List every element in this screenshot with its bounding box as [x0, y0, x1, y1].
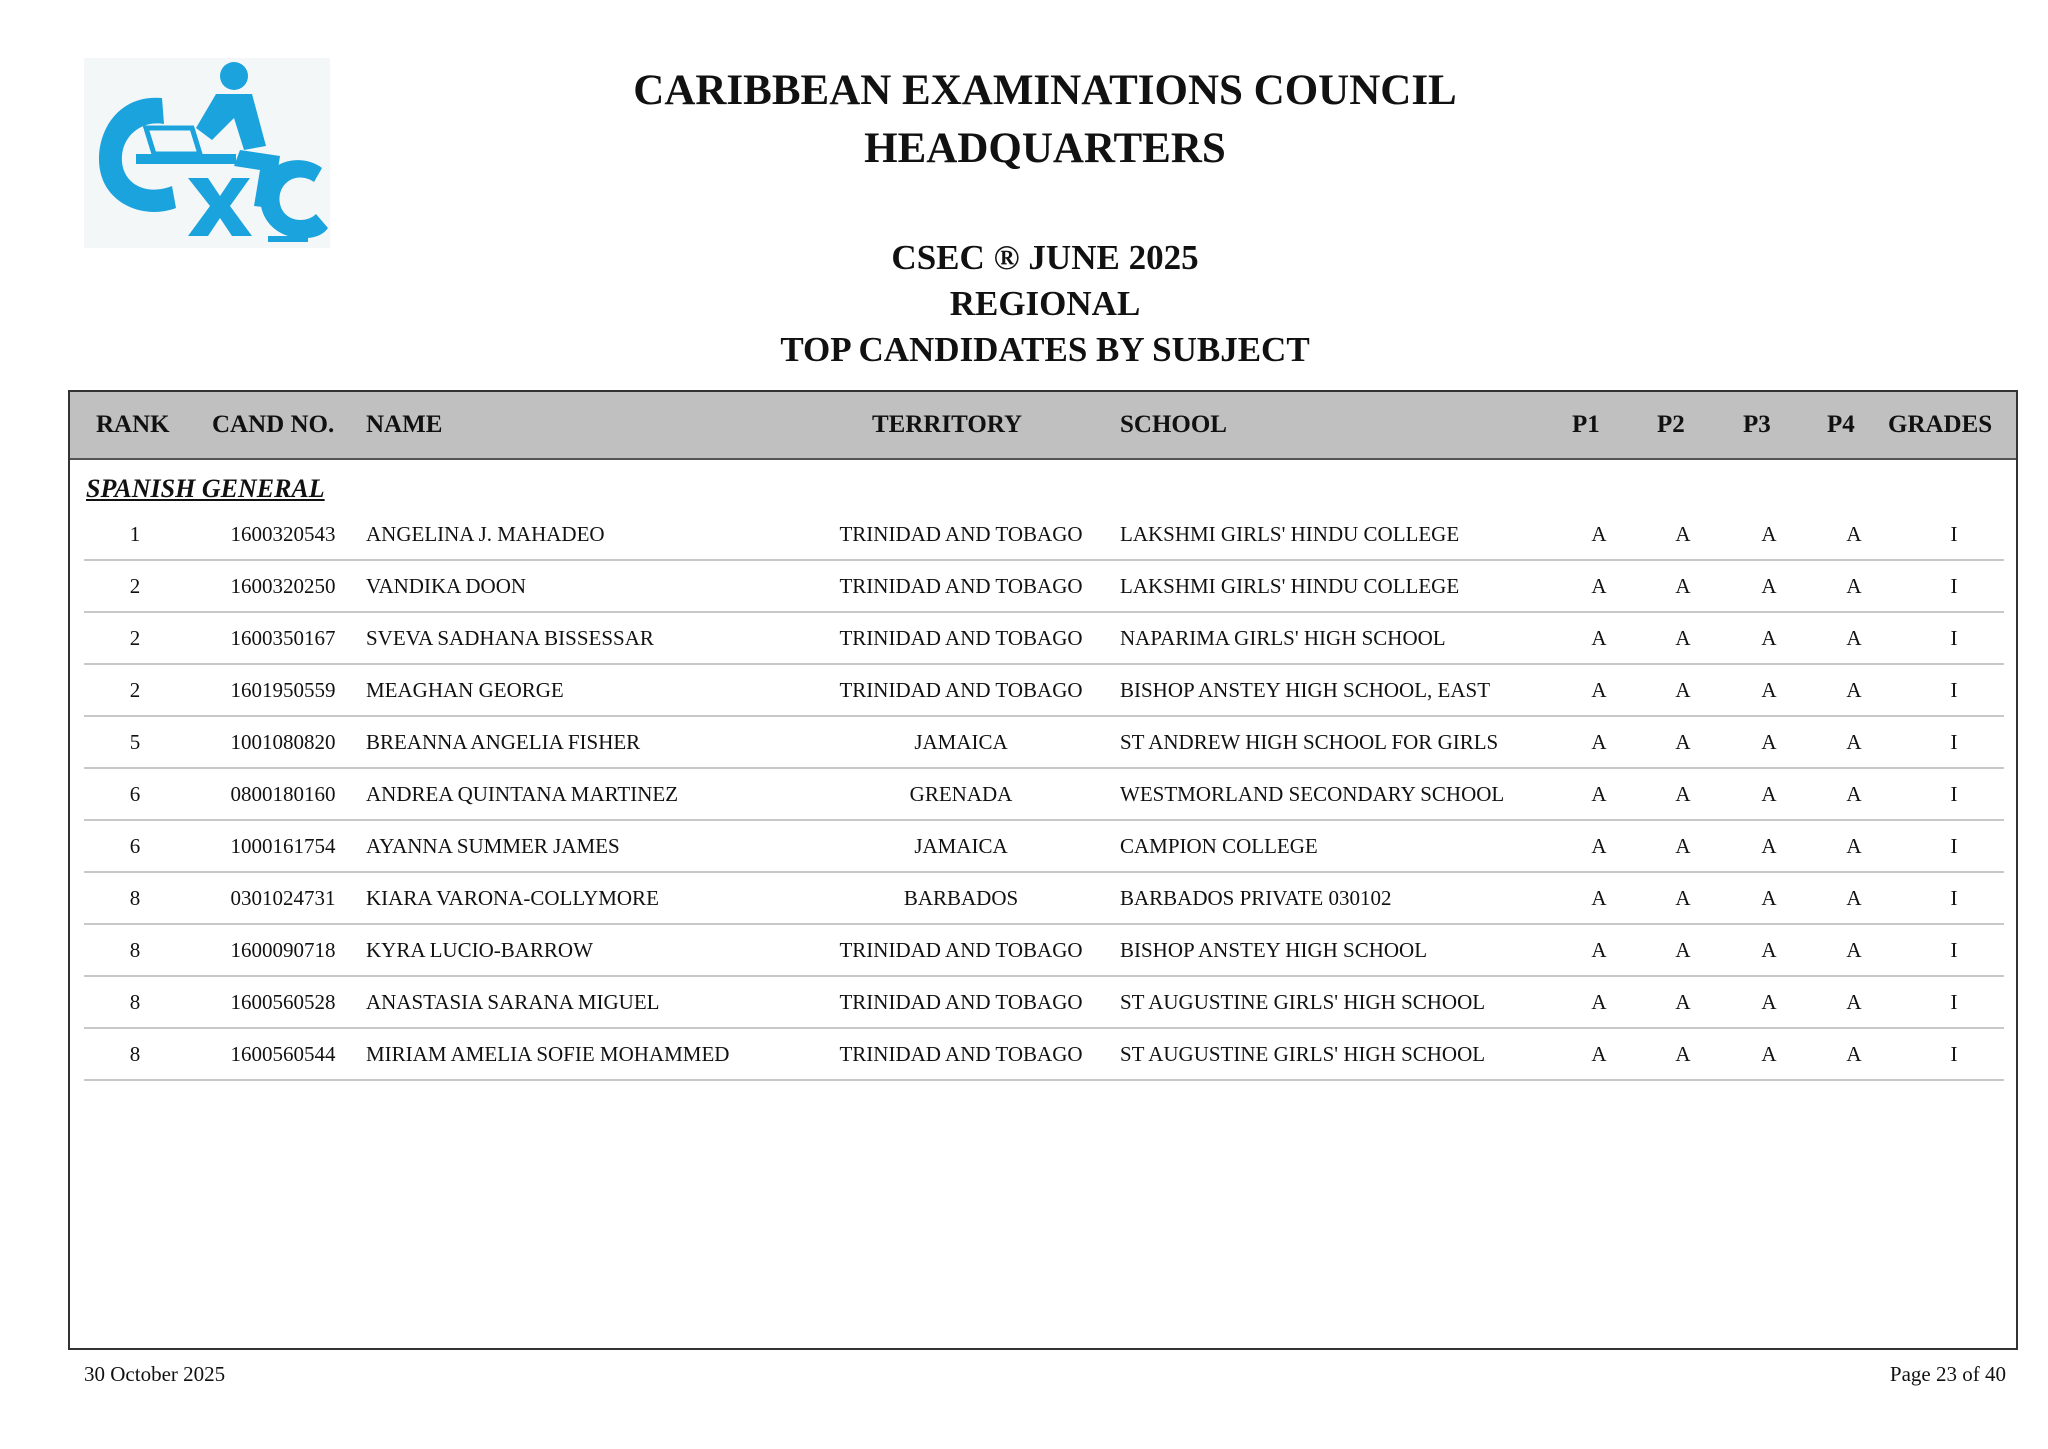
cell-school: WESTMORLAND SECONDARY SCHOOL: [1120, 782, 1505, 806]
cell-p4: A: [1846, 522, 1862, 546]
cell-grade: I: [1950, 730, 1958, 754]
cell-name: SVEVA SADHANA BISSESSAR: [366, 626, 654, 650]
cell-p1: A: [1591, 1042, 1607, 1066]
cell-p2: A: [1675, 626, 1691, 650]
table-row: [84, 717, 2004, 769]
col-p2: P2: [1657, 411, 1685, 438]
subject-heading: SPANISH GENERAL: [86, 474, 325, 503]
col-rank: RANK: [96, 411, 170, 438]
cell-p4: A: [1846, 730, 1862, 754]
table-row: [84, 821, 2004, 873]
cell-grade: I: [1950, 522, 1958, 546]
cell-rank: 2: [129, 678, 141, 702]
cell-cand-no: 1600320543: [230, 522, 336, 546]
cell-p4: A: [1846, 678, 1862, 702]
cell-p3: A: [1761, 574, 1777, 598]
col-cand-no: CAND NO.: [212, 411, 335, 438]
cell-p3: A: [1761, 990, 1777, 1014]
cell-p3: A: [1761, 886, 1777, 910]
table-row: [84, 665, 2004, 717]
cell-territory: TRINIDAD AND TOBAGO: [839, 990, 1083, 1014]
table-row: [84, 977, 2004, 1029]
footer-date: 30 October 2025: [84, 1362, 226, 1386]
cell-rank: 8: [129, 886, 141, 910]
org-name: CARIBBEAN EXAMINATIONS COUNCIL: [633, 67, 1457, 114]
cell-p1: A: [1591, 730, 1607, 754]
cell-grade: I: [1950, 938, 1958, 962]
cell-cand-no: 1600350167: [230, 626, 336, 650]
cell-territory: TRINIDAD AND TOBAGO: [839, 1042, 1083, 1066]
cell-name: KYRA LUCIO-BARROW: [366, 938, 593, 962]
cell-p4: A: [1846, 1042, 1862, 1066]
cell-cand-no: 1600560528: [230, 990, 336, 1014]
cell-name: ANGELINA J. MAHADEO: [366, 522, 605, 546]
cell-rank: 1: [129, 522, 141, 546]
cell-territory: TRINIDAD AND TOBAGO: [839, 522, 1083, 546]
cell-name: KIARA VARONA-COLLYMORE: [366, 886, 659, 910]
cell-p4: A: [1846, 834, 1862, 858]
cell-p2: A: [1675, 938, 1691, 962]
cell-rank: 5: [129, 730, 141, 754]
cell-cand-no: 0800180160: [230, 782, 336, 806]
cell-p1: A: [1591, 522, 1607, 546]
cell-p2: A: [1675, 886, 1691, 910]
cell-p1: A: [1591, 938, 1607, 962]
cell-p4: A: [1846, 990, 1862, 1014]
cell-school: LAKSHMI GIRLS' HINDU COLLEGE: [1120, 574, 1460, 598]
cell-grade: I: [1950, 990, 1958, 1014]
col-name: NAME: [366, 411, 443, 438]
cell-cand-no: 0301024731: [230, 886, 336, 910]
cell-school: ST AUGUSTINE GIRLS' HIGH SCHOOL: [1120, 990, 1486, 1014]
cell-territory: GRENADA: [909, 782, 1013, 806]
table-header: [70, 392, 2016, 460]
cell-p2: A: [1675, 730, 1691, 754]
footer-page-number: Page 23 of 40: [1889, 1362, 2006, 1386]
cell-p1: A: [1591, 574, 1607, 598]
cell-grade: I: [1950, 574, 1958, 598]
cell-p2: A: [1675, 834, 1691, 858]
cell-name: BREANNA ANGELIA FISHER: [366, 730, 641, 754]
cell-p1: A: [1591, 678, 1607, 702]
cell-p3: A: [1761, 782, 1777, 806]
table-row: [84, 873, 2004, 925]
cell-rank: 6: [129, 782, 141, 806]
cell-territory: TRINIDAD AND TOBAGO: [839, 678, 1083, 702]
col-p4: P4: [1827, 411, 1855, 438]
cell-grade: I: [1950, 834, 1958, 858]
cell-school: NAPARIMA GIRLS' HIGH SCHOOL: [1120, 626, 1446, 650]
cell-name: MEAGHAN GEORGE: [366, 678, 564, 702]
cell-rank: 6: [129, 834, 141, 858]
cell-territory: JAMAICA: [914, 834, 1008, 858]
cell-p1: A: [1591, 626, 1607, 650]
cell-name: VANDIKA DOON: [366, 574, 527, 598]
cell-grade: I: [1950, 782, 1958, 806]
cell-school: ST AUGUSTINE GIRLS' HIGH SCHOOL: [1120, 1042, 1486, 1066]
cell-school: BISHOP ANSTEY HIGH SCHOOL, EAST: [1120, 678, 1491, 702]
cell-p2: A: [1675, 782, 1691, 806]
cell-territory: TRINIDAD AND TOBAGO: [839, 574, 1083, 598]
table-body: [84, 509, 2004, 1081]
cell-p3: A: [1761, 626, 1777, 650]
cell-p3: A: [1761, 1042, 1777, 1066]
cell-rank: 8: [129, 1042, 141, 1066]
cell-p1: A: [1591, 886, 1607, 910]
cell-p3: A: [1761, 730, 1777, 754]
cell-p2: A: [1675, 574, 1691, 598]
col-grades: GRADES: [1888, 411, 1993, 438]
cell-territory: BARBADOS: [903, 886, 1019, 910]
results-table: [68, 390, 2018, 1350]
col-p1: P1: [1572, 411, 1600, 438]
cell-p2: A: [1675, 678, 1691, 702]
cell-p4: A: [1846, 938, 1862, 962]
cell-p2: A: [1675, 1042, 1691, 1066]
cell-p1: A: [1591, 834, 1607, 858]
cell-school: CAMPION COLLEGE: [1120, 834, 1318, 858]
cell-p4: A: [1846, 574, 1862, 598]
cell-rank: 8: [129, 938, 141, 962]
cell-territory: JAMAICA: [914, 730, 1008, 754]
table-row: [84, 561, 2004, 613]
cell-cand-no: 1600320250: [230, 574, 336, 598]
cell-p2: A: [1675, 522, 1691, 546]
cell-p3: A: [1761, 678, 1777, 702]
table-row: [84, 613, 2004, 665]
report-title: TOP CANDIDATES BY SUBJECT: [780, 330, 1310, 369]
cell-p4: A: [1846, 626, 1862, 650]
col-school: SCHOOL: [1120, 411, 1227, 438]
cell-grade: I: [1950, 626, 1958, 650]
table-row: [84, 1029, 2004, 1081]
cell-rank: 2: [129, 574, 141, 598]
cell-name: ANDREA QUINTANA MARTINEZ: [366, 782, 679, 806]
cell-p3: A: [1761, 522, 1777, 546]
cell-p4: A: [1846, 782, 1862, 806]
org-headquarters: HEADQUARTERS: [864, 125, 1226, 172]
cell-grade: I: [1950, 886, 1958, 910]
cell-name: AYANNA SUMMER JAMES: [366, 834, 620, 858]
cell-school: BARBADOS PRIVATE 030102: [1120, 886, 1392, 910]
cell-cand-no: 1001080820: [230, 730, 336, 754]
cell-grade: I: [1950, 678, 1958, 702]
cell-cand-no: 1600090718: [230, 938, 336, 962]
cell-p2: A: [1675, 990, 1691, 1014]
table-row: [84, 769, 2004, 821]
scope-title: REGIONAL: [949, 284, 1141, 323]
cell-name: ANASTASIA SARANA MIGUEL: [366, 990, 660, 1014]
cell-cand-no: 1601950559: [230, 678, 336, 702]
cell-territory: TRINIDAD AND TOBAGO: [839, 938, 1083, 962]
cell-school: BISHOP ANSTEY HIGH SCHOOL: [1120, 938, 1428, 962]
col-p3: P3: [1743, 411, 1771, 438]
cell-school: LAKSHMI GIRLS' HINDU COLLEGE: [1120, 522, 1460, 546]
cell-school: ST ANDREW HIGH SCHOOL FOR GIRLS: [1120, 730, 1499, 754]
cell-p3: A: [1761, 834, 1777, 858]
cell-grade: I: [1950, 1042, 1958, 1066]
cell-p3: A: [1761, 938, 1777, 962]
cell-rank: 2: [129, 626, 141, 650]
cell-cand-no: 1000161754: [230, 834, 336, 858]
cell-p4: A: [1846, 886, 1862, 910]
cell-p1: A: [1591, 782, 1607, 806]
cell-name: MIRIAM AMELIA SOFIE MOHAMMED: [366, 1042, 730, 1066]
cell-territory: TRINIDAD AND TOBAGO: [839, 626, 1083, 650]
cell-rank: 8: [129, 990, 141, 1014]
cell-p1: A: [1591, 990, 1607, 1014]
cell-cand-no: 1600560544: [230, 1042, 336, 1066]
exam-title: CSEC ® JUNE 2025: [891, 238, 1199, 277]
table-row: [84, 925, 2004, 977]
col-territory: TERRITORY: [872, 411, 1023, 438]
table-row: [84, 509, 2004, 561]
